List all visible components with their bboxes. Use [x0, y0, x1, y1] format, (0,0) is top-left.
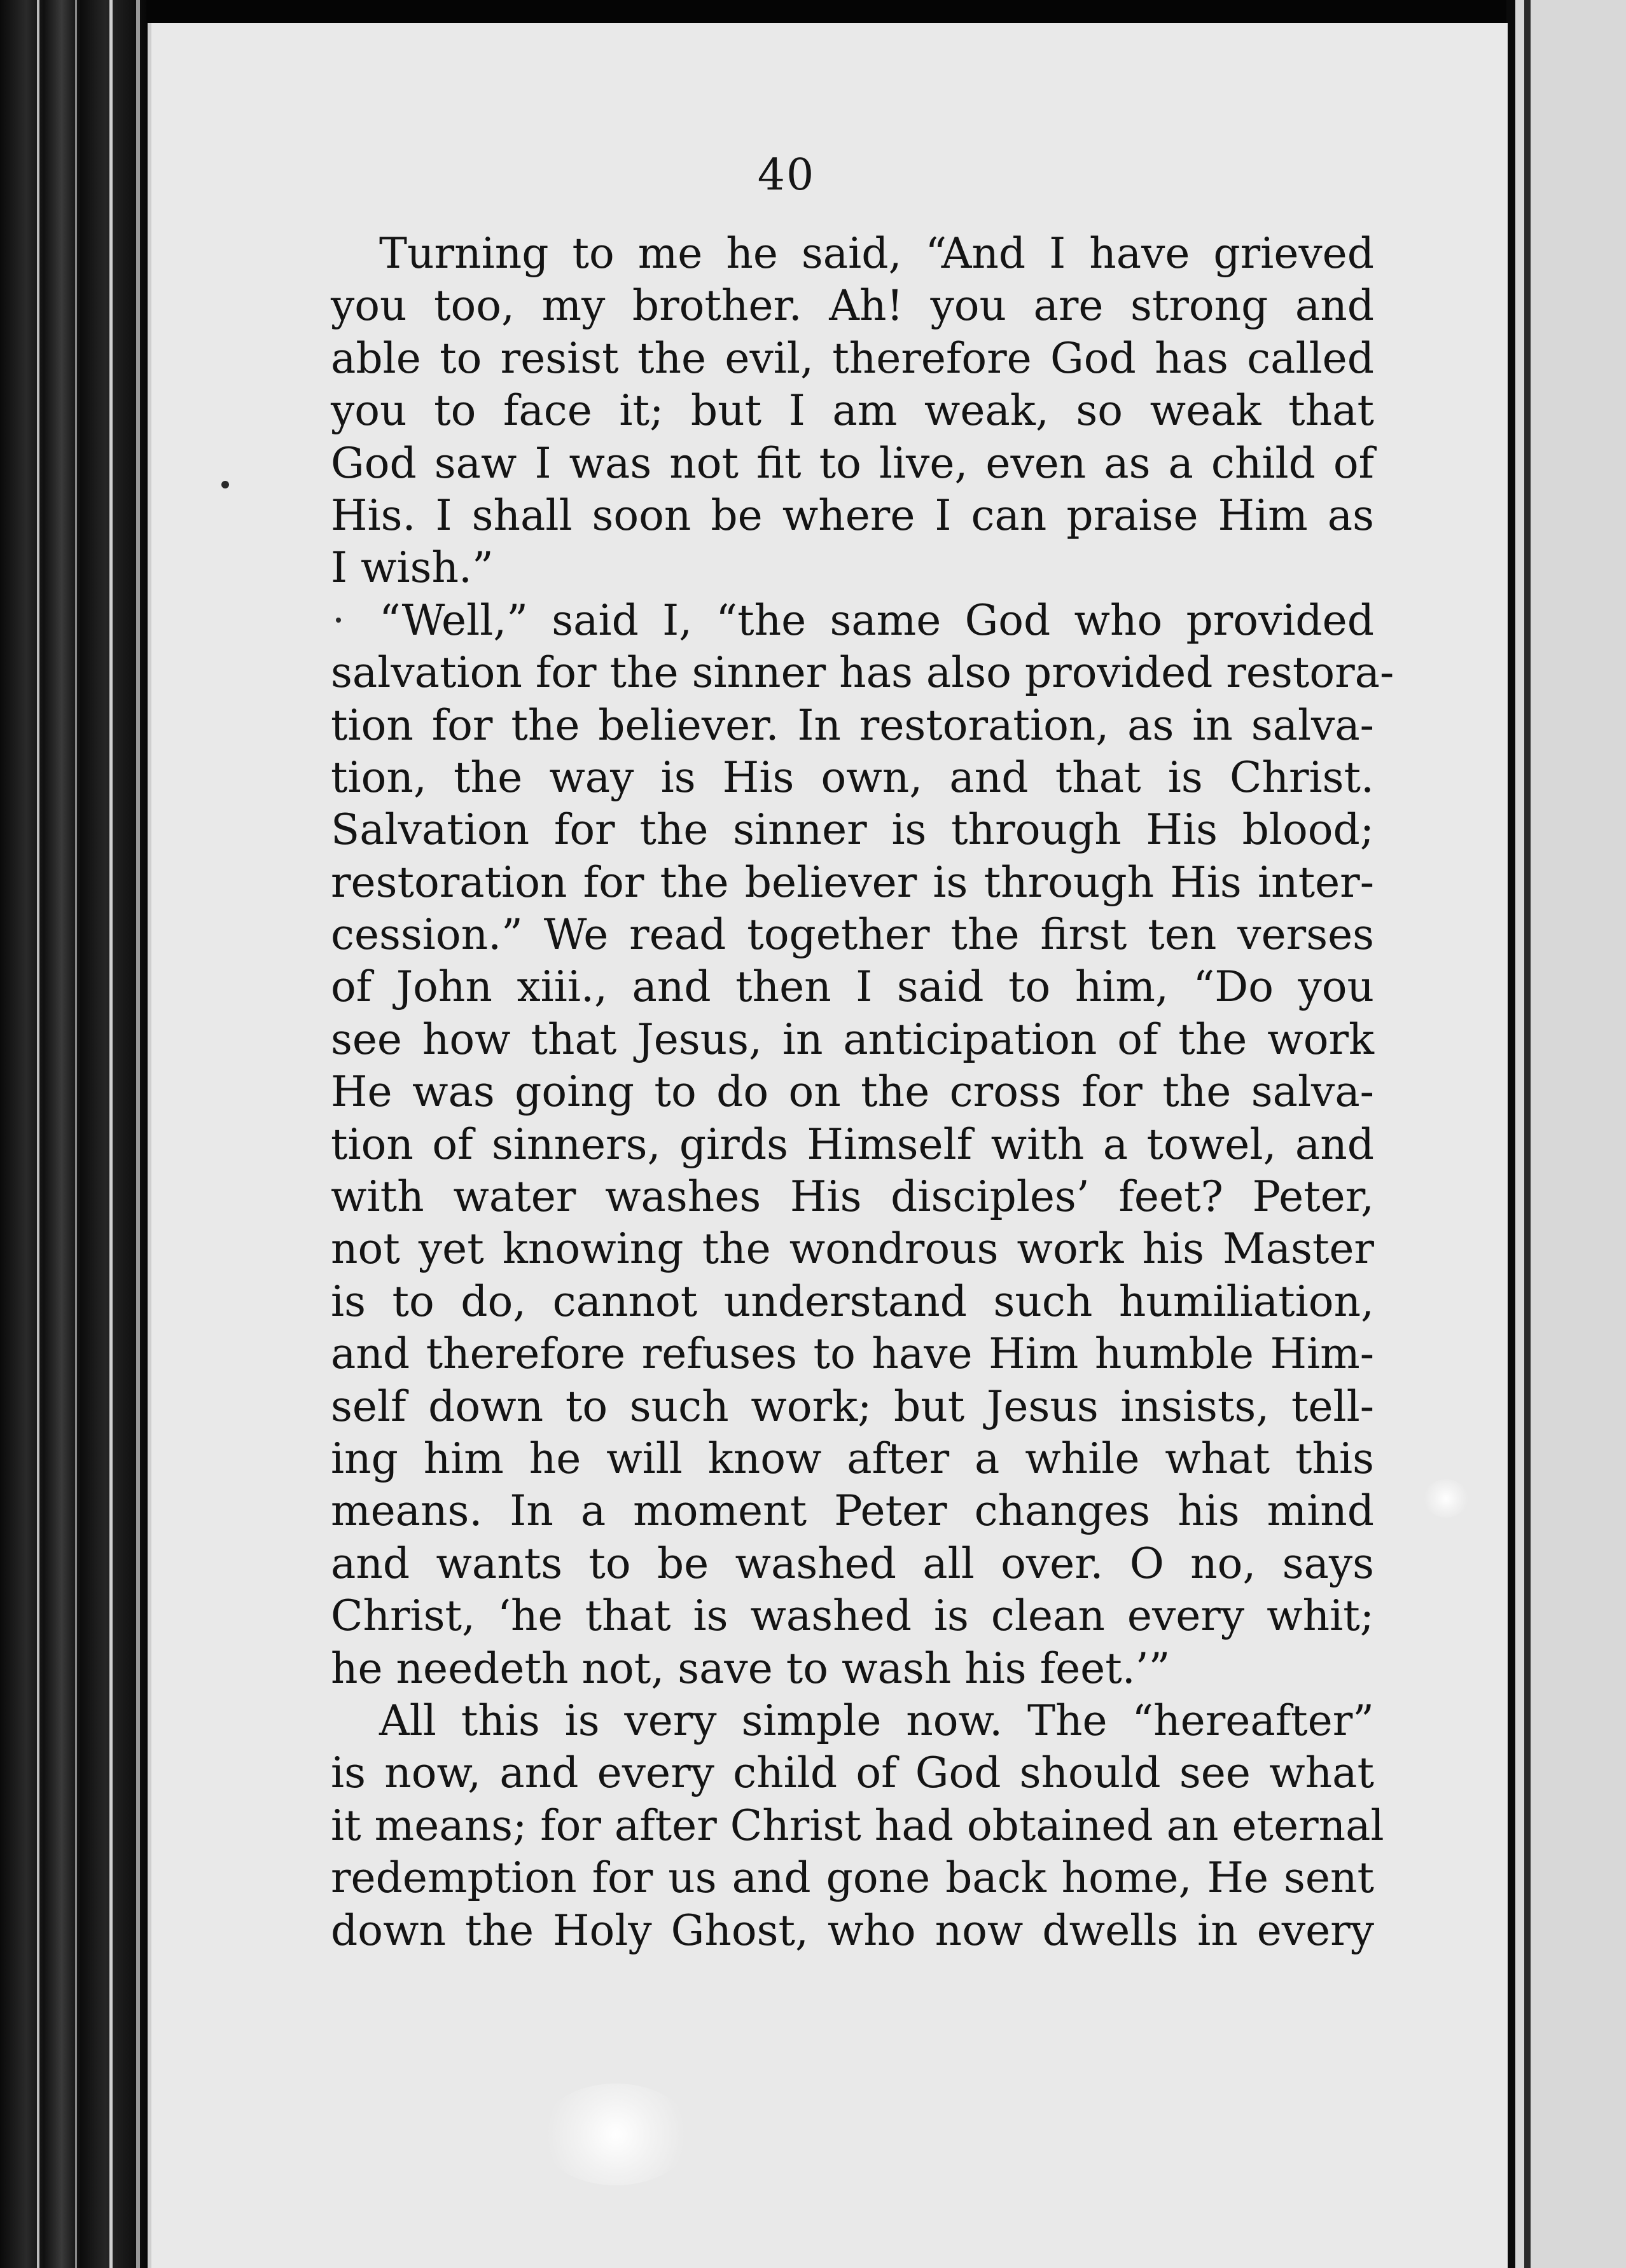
text-line: His. I shall soon be where I can praise Him as: [331, 490, 1374, 540]
text-line: salvation for the sinner has also provided restora-: [331, 648, 1394, 698]
text-line: he needeth not, save to wash his feet.’”: [331, 1643, 1171, 1693]
text-line: it means; for after Christ had obtained an eternal: [331, 1801, 1384, 1850]
text-line: and wants to be washed all over. O no, says: [331, 1539, 1374, 1588]
book-spine-left: [0, 0, 146, 2268]
text-line: self down to such work; but Jesus insists, tell-: [331, 1381, 1374, 1431]
spine-edge-line: [37, 0, 39, 2268]
text-line: He was going to do on the cross for the salva-: [331, 1067, 1374, 1117]
text-line: I wish.”: [331, 543, 494, 593]
spine-edge-line: [75, 0, 77, 2268]
text-line: “Well,” said I, “the same God who provided: [379, 595, 1374, 645]
text-line: is to do, cannot understand such humiliation,: [331, 1276, 1374, 1326]
paper-stain: [539, 2084, 692, 2185]
text-line: you to face it; but I am weak, so weak that: [331, 386, 1374, 436]
paper-speck: [336, 618, 341, 623]
text-line: restoration for the believer is through His inter-: [331, 857, 1374, 907]
text-line: able to resist the evil, therefore God has called: [331, 333, 1374, 383]
text-line: Christ, ‘he that is washed is clean every whit;: [331, 1591, 1374, 1641]
text-line: of John xiii., and then I said to him, “Do you: [331, 962, 1374, 1012]
paper-stain: [1424, 1479, 1468, 1518]
text-line: Turning to me he said, “And I have grieved: [379, 229, 1374, 278]
body-text: [331, 228, 1394, 1957]
text-line: not yet knowing the wondrous work his Master: [331, 1224, 1374, 1274]
spine-edge-line: [136, 0, 140, 2268]
text-line: All this is very simple now. The “hereafter”: [379, 1696, 1374, 1745]
text-line: and therefore refuses to have Him humble Him-: [331, 1329, 1374, 1379]
text-line: ing him he will know after a while what this: [331, 1434, 1374, 1483]
text-line: cession.” We read together the first ten verses: [331, 910, 1374, 960]
page-number: 40: [757, 150, 816, 200]
text-line: God saw I was not fit to live, even as a child of: [331, 438, 1374, 488]
text-line: tion of sinners, girds Himself with a towel, and: [331, 1119, 1374, 1169]
text-line: you too, my brother. Ah! you are strong and: [331, 281, 1374, 331]
text-line: tion, the way is His own, and that is Christ.: [331, 752, 1374, 802]
paper-speck: [221, 481, 229, 488]
text-line: Salvation for the sinner is through His blood;: [331, 805, 1374, 855]
text-line: down the Holy Ghost, who now dwells in every: [331, 1905, 1374, 1955]
text-line: tion for the believer. In restoration, as in salva-: [331, 700, 1374, 750]
spine-edge-line: [109, 0, 113, 2268]
text-line: means. In a moment Peter changes his mind: [331, 1486, 1374, 1536]
text-line: with water washes His disciples’ feet? Peter,: [331, 1172, 1374, 1222]
facing-page-shadow: [1524, 0, 1531, 2268]
book-page: [148, 23, 1508, 2268]
text-line: see how that Jesus, in anticipation of the work: [331, 1014, 1374, 1064]
text-line: is now, and every child of God should see what: [331, 1748, 1374, 1798]
text-line: redemption for us and gone back home, He sent: [331, 1853, 1374, 1903]
